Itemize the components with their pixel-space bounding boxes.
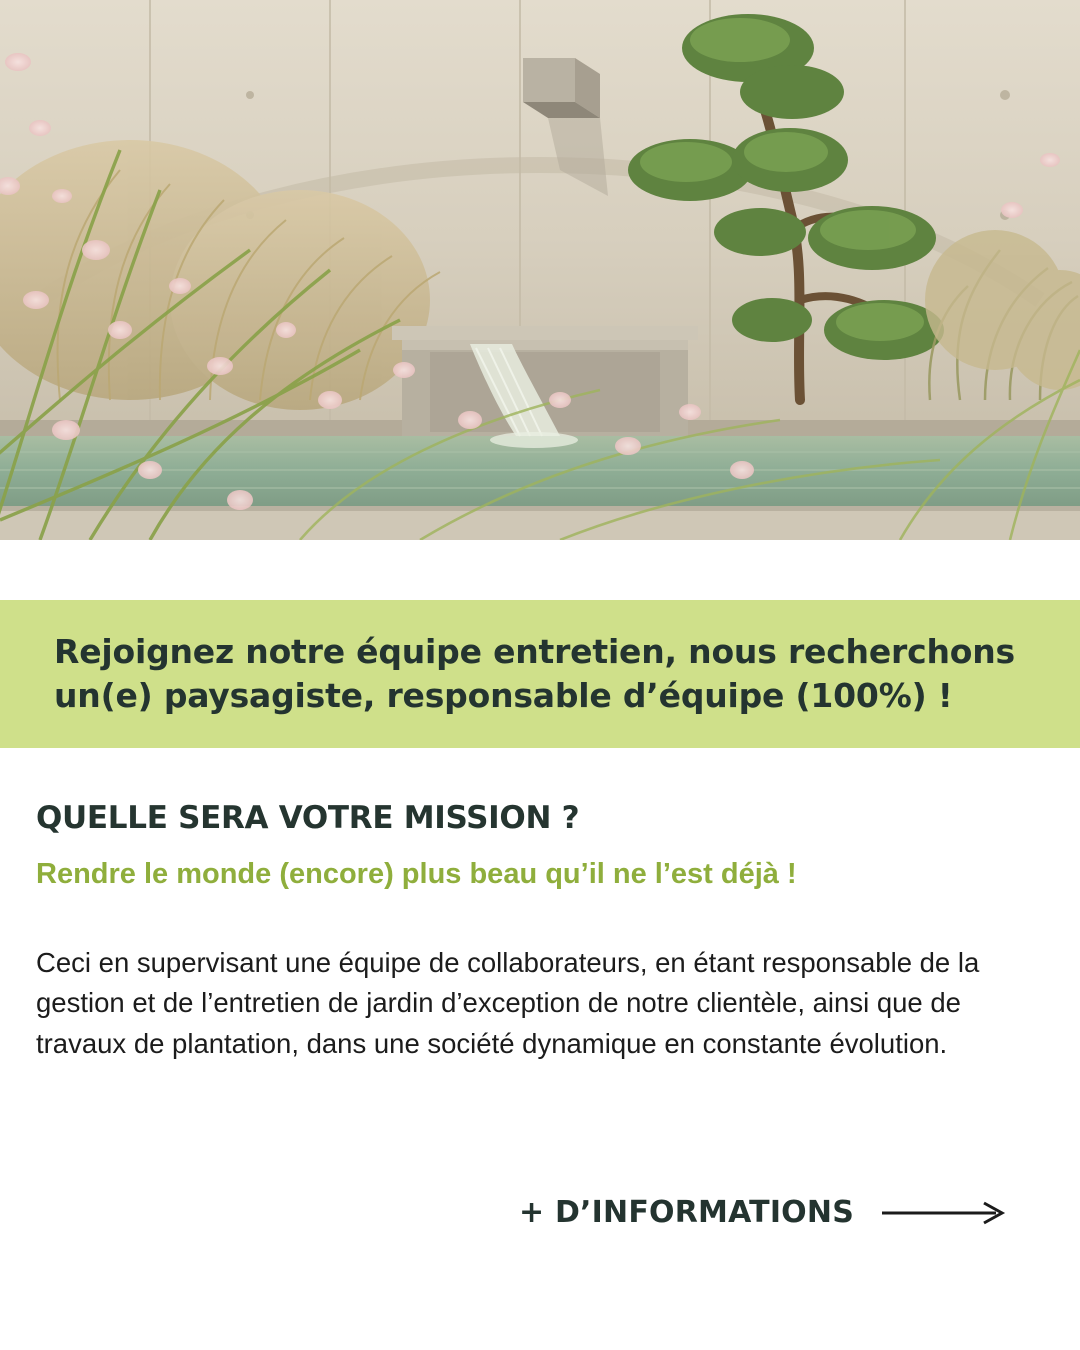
hero-image: [0, 0, 1080, 540]
garden-pool-illustration: [0, 0, 1080, 540]
cta-label: + D’INFORMATIONS: [518, 1195, 854, 1230]
main-content: [0, 800, 1080, 1064]
mission-subtitle: Rendre le monde (encore) plus beau qu’il ne l’est déjà !: [36, 858, 797, 890]
headline-banner: [0, 600, 1080, 748]
mission-body-text: Ceci en supervisant une équipe de collaborateurs, en étant responsable de la gestion et de l’entretien de jardin d’exception de notre clientèle, ainsi que de travaux de plantation, dans une société dynamique en constante évolution.: [36, 947, 980, 1059]
arrow-right-icon: [880, 1198, 1010, 1228]
more-information-cta[interactable]: [0, 1195, 1080, 1230]
mission-title: QUELLE SERA VOTRE MISSION ?: [36, 800, 580, 836]
headline-text: Rejoignez notre équipe entretien, nous recherchons un(e) paysagiste, responsable d’équipe (100%) !: [54, 632, 1015, 715]
